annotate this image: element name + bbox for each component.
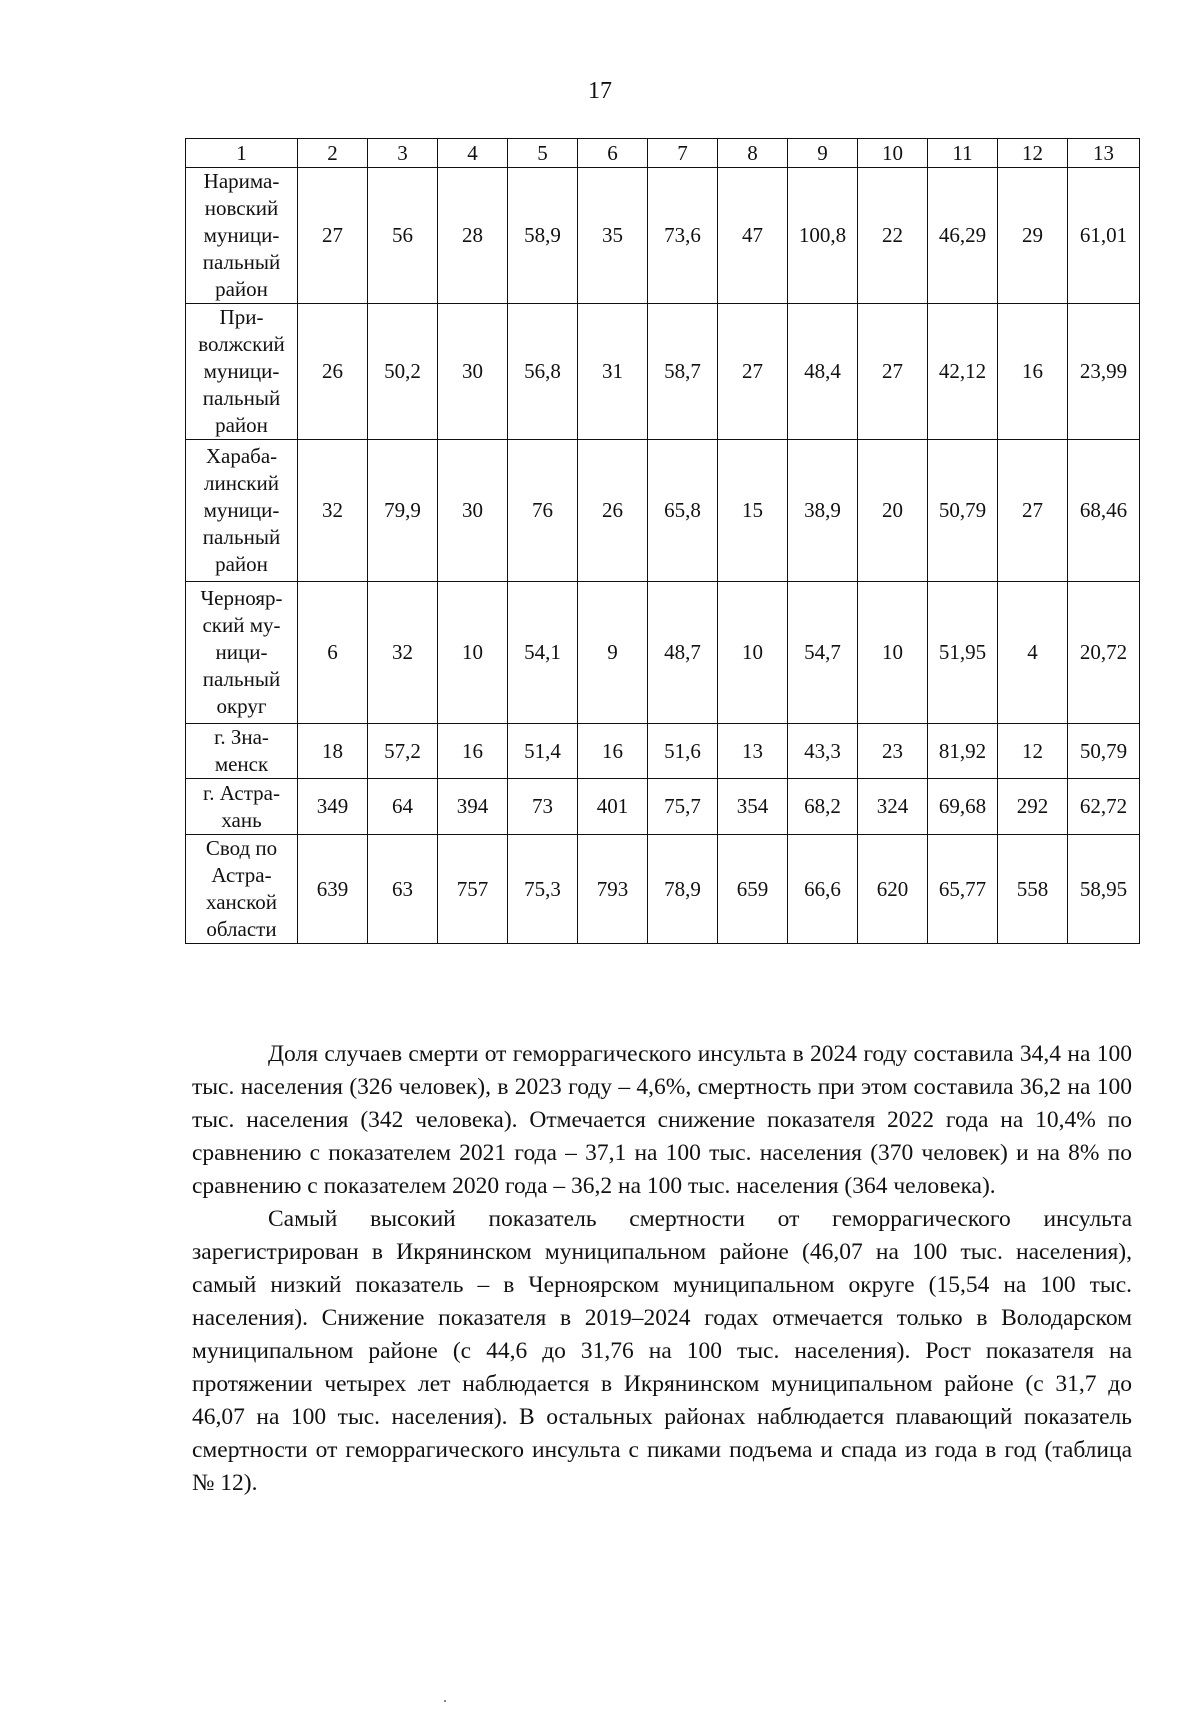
district-name-cell bbox=[186, 835, 298, 944]
table-cell: 354 bbox=[718, 779, 788, 835]
district-name-cell bbox=[186, 168, 298, 304]
table-cell: 10 bbox=[718, 582, 788, 724]
column-header: 7 bbox=[648, 139, 718, 168]
column-header: 9 bbox=[788, 139, 858, 168]
table-cell: 20 bbox=[858, 440, 928, 582]
table-cell: 56,8 bbox=[508, 304, 578, 440]
page-number: 17 bbox=[588, 78, 612, 104]
district-name-line: г. Зна- bbox=[214, 725, 269, 749]
table-cell: 47 bbox=[718, 168, 788, 304]
table-cell: 51,6 bbox=[648, 724, 718, 779]
table-cell: 63 bbox=[368, 835, 438, 944]
body-text bbox=[192, 1038, 1132, 1500]
table-cell: 401 bbox=[578, 779, 648, 835]
district-name-line: При- bbox=[219, 305, 264, 329]
district-name-line: Хараба- bbox=[205, 444, 278, 468]
table-header-row bbox=[186, 139, 1140, 168]
table-cell: 10 bbox=[438, 582, 508, 724]
district-name-line: пальный bbox=[202, 525, 281, 549]
district-name-cell bbox=[186, 724, 298, 779]
table-cell: 58,95 bbox=[1068, 835, 1140, 944]
table-cell: 38,9 bbox=[788, 440, 858, 582]
table-cell: 16 bbox=[578, 724, 648, 779]
table-cell: 16 bbox=[438, 724, 508, 779]
table-cell: 50,79 bbox=[928, 440, 998, 582]
mortality-table bbox=[185, 138, 1140, 944]
table-cell: 26 bbox=[298, 304, 368, 440]
paragraph: Доля случаев смерти от геморрагического инсульта в 2024 году составила 34,4 на 100 тыс. населения (326 человек), в 2023 году – 4,6%, смертность при этом составила 36,2 на 100 тыс. населения (342 человека). Отмечается снижение показателя 2022 года на 10,4% по сравнению с показателем 2021 года – 37,1 на 100 тыс. населения (370 человек) и на 8% по сравнению с показателем 2020 года – 36,2 на 100 тыс. населения (364 человека). bbox=[192, 1041, 1132, 1199]
table-cell: 64 bbox=[368, 779, 438, 835]
table-cell: 50,2 bbox=[368, 304, 438, 440]
table-cell: 78,9 bbox=[648, 835, 718, 944]
table-cell: 75,3 bbox=[508, 835, 578, 944]
district-name-line: район bbox=[215, 552, 268, 576]
table-cell: 56 bbox=[368, 168, 438, 304]
table-cell: 13 bbox=[718, 724, 788, 779]
column-header: 10 bbox=[858, 139, 928, 168]
scan-speck bbox=[444, 1700, 446, 1702]
table-cell: 18 bbox=[298, 724, 368, 779]
table-cell: 69,68 bbox=[928, 779, 998, 835]
table-cell: 68,46 bbox=[1068, 440, 1140, 582]
table-row bbox=[186, 582, 1140, 724]
table-cell: 43,3 bbox=[788, 724, 858, 779]
table-cell: 22 bbox=[858, 168, 928, 304]
district-name-cell bbox=[186, 779, 298, 835]
column-header: 11 bbox=[928, 139, 998, 168]
district-name-line: Чернояр- bbox=[200, 586, 283, 610]
district-name-line: округ bbox=[216, 694, 267, 718]
column-header: 13 bbox=[1068, 139, 1140, 168]
district-name-cell bbox=[186, 440, 298, 582]
table-row bbox=[186, 724, 1140, 779]
table-cell: 15 bbox=[718, 440, 788, 582]
district-name-line: волжский bbox=[198, 332, 285, 356]
table-cell: 27 bbox=[858, 304, 928, 440]
table-cell: 62,72 bbox=[1068, 779, 1140, 835]
table-cell: 54,1 bbox=[508, 582, 578, 724]
table-cell: 68,2 bbox=[788, 779, 858, 835]
table-cell: 46,29 bbox=[928, 168, 998, 304]
table-cell: 48,4 bbox=[788, 304, 858, 440]
column-header: 12 bbox=[998, 139, 1068, 168]
column-header: 5 bbox=[508, 139, 578, 168]
table-cell: 394 bbox=[438, 779, 508, 835]
table-cell: 9 bbox=[578, 582, 648, 724]
table-cell: 639 bbox=[298, 835, 368, 944]
district-name-line: г. Астра- bbox=[203, 780, 280, 805]
district-name-line: район bbox=[215, 277, 268, 301]
table-row bbox=[186, 440, 1140, 582]
table-cell: 57,2 bbox=[368, 724, 438, 779]
table-cell: 32 bbox=[368, 582, 438, 724]
district-name-line: ници- bbox=[215, 640, 268, 664]
table-cell: 65,8 bbox=[648, 440, 718, 582]
table-cell: 31 bbox=[578, 304, 648, 440]
district-name-line: хань bbox=[221, 807, 262, 832]
table-cell: 75,7 bbox=[648, 779, 718, 835]
district-name-line: пальный bbox=[202, 250, 281, 274]
district-name-line: муници- bbox=[203, 223, 280, 247]
table-cell: 20,72 bbox=[1068, 582, 1140, 724]
table-cell: 66,6 bbox=[788, 835, 858, 944]
table-row bbox=[186, 168, 1140, 304]
table-cell: 4 bbox=[998, 582, 1068, 724]
table-cell: 28 bbox=[438, 168, 508, 304]
district-name-line: ханской bbox=[206, 890, 277, 914]
table-cell: 27 bbox=[718, 304, 788, 440]
district-name-line: ский му- bbox=[202, 613, 281, 637]
column-header: 8 bbox=[718, 139, 788, 168]
table-cell: 6 bbox=[298, 582, 368, 724]
district-name-line: новский bbox=[204, 196, 279, 220]
table-cell: 48,7 bbox=[648, 582, 718, 724]
table-body bbox=[186, 168, 1140, 944]
district-name-line: линский bbox=[204, 471, 279, 495]
table-cell: 23,99 bbox=[1068, 304, 1140, 440]
table-cell: 58,9 bbox=[508, 168, 578, 304]
district-name-cell bbox=[186, 304, 298, 440]
district-name-line: Нарима- bbox=[203, 169, 280, 193]
table-cell: 12 bbox=[998, 724, 1068, 779]
table-cell: 324 bbox=[858, 779, 928, 835]
column-header: 2 bbox=[298, 139, 368, 168]
table-cell: 27 bbox=[998, 440, 1068, 582]
table-cell: 10 bbox=[858, 582, 928, 724]
table-cell: 292 bbox=[998, 779, 1068, 835]
table-cell: 23 bbox=[858, 724, 928, 779]
table-row bbox=[186, 835, 1140, 944]
table-row bbox=[186, 304, 1140, 440]
table-cell: 61,01 bbox=[1068, 168, 1140, 304]
district-name-line: области bbox=[206, 917, 277, 941]
table-cell: 620 bbox=[858, 835, 928, 944]
table-cell: 558 bbox=[998, 835, 1068, 944]
district-name-line: пальный bbox=[202, 386, 281, 410]
column-header: 1 bbox=[186, 139, 298, 168]
district-name-line: муници- bbox=[203, 359, 280, 383]
table-cell: 26 bbox=[578, 440, 648, 582]
table-cell: 51,95 bbox=[928, 582, 998, 724]
district-name-line: район bbox=[215, 413, 268, 437]
table-cell: 76 bbox=[508, 440, 578, 582]
table-cell: 51,4 bbox=[508, 724, 578, 779]
table-cell: 100,8 bbox=[788, 168, 858, 304]
table-cell: 32 bbox=[298, 440, 368, 582]
column-header: 4 bbox=[438, 139, 508, 168]
table-cell: 30 bbox=[438, 304, 508, 440]
district-name-line: менск bbox=[214, 752, 269, 776]
table-cell: 349 bbox=[298, 779, 368, 835]
table-cell: 27 bbox=[298, 168, 368, 304]
table-cell: 29 bbox=[998, 168, 1068, 304]
column-header: 3 bbox=[368, 139, 438, 168]
district-name-line: пальный bbox=[202, 667, 281, 691]
paragraph: Самый высокий показатель смертности от геморрагического инсульта зарегистрирован в Икрянинском муниципальном районе (46,07 на 100 тыс. населения), самый низкий показатель – в Черноярском муниципальном округе (15,54 на 100 тыс. населения). Снижение показателя в 2019–2024 годах отмечается только в Володарском муниципальном районе (с 44,6 до 31,76 на 100 тыс. населения). Рост показателя на протяжении четырех лет наблюдается в Икрянинском муниципальном районе (с 31,7 до 46,07 на 100 тыс. населения). В остальных районах наблюдается плавающий показатель смертности от геморрагического инсульта с пиками подъема и спада из года в год (таблица № 12). bbox=[192, 1206, 1132, 1496]
table-cell: 16 bbox=[998, 304, 1068, 440]
table-cell: 30 bbox=[438, 440, 508, 582]
table-cell: 81,92 bbox=[928, 724, 998, 779]
table-cell: 73 bbox=[508, 779, 578, 835]
district-name-line: Свод по bbox=[205, 836, 278, 860]
column-header: 6 bbox=[578, 139, 648, 168]
table-cell: 65,77 bbox=[928, 835, 998, 944]
table-cell: 50,79 bbox=[1068, 724, 1140, 779]
district-name-line: муници- bbox=[203, 498, 280, 522]
table-cell: 659 bbox=[718, 835, 788, 944]
table-cell: 35 bbox=[578, 168, 648, 304]
table-cell: 73,6 bbox=[648, 168, 718, 304]
table-cell: 58,7 bbox=[648, 304, 718, 440]
table-cell: 42,12 bbox=[928, 304, 998, 440]
district-name-line: Астра- bbox=[211, 863, 272, 887]
district-name-cell bbox=[186, 582, 298, 724]
table-row bbox=[186, 779, 1140, 835]
table-cell: 757 bbox=[438, 835, 508, 944]
table-cell: 793 bbox=[578, 835, 648, 944]
table-cell: 79,9 bbox=[368, 440, 438, 582]
table-cell: 54,7 bbox=[788, 582, 858, 724]
